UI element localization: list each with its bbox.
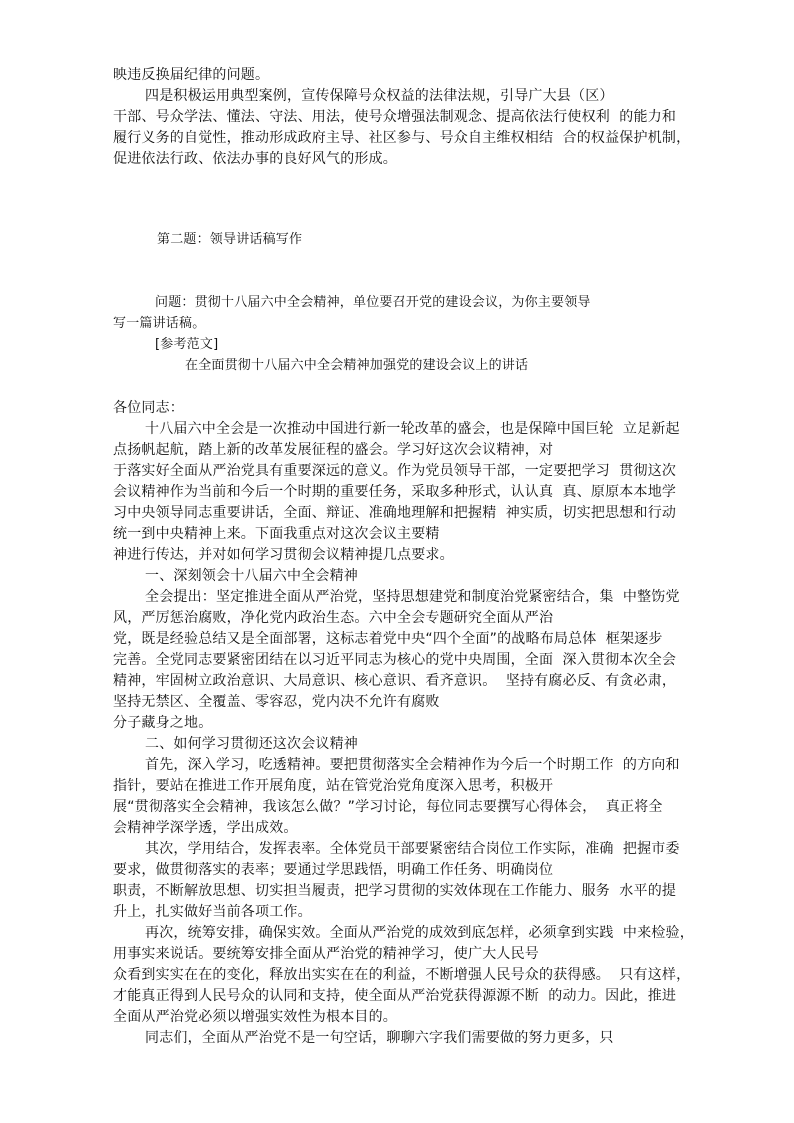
text-line: 四是积极运用典型案例，宣传保障号众权益的法律法规，引导广大县（区） [145, 88, 614, 104]
text-line: 神进行传达，并对如何学习贯彻会议精神提几点要求。 [113, 547, 454, 563]
text-line: 首先，深入学习，吃透精神。要把贯彻落实全会精神作为今后一个时期工作 的方向和 [145, 757, 680, 773]
section-heading: 二、如何学习贯彻还这次会议精神 [145, 736, 358, 752]
text-line: 职责，不断解放思想、切实担当履责，把学习贯彻的实效体现在工作能力、服务 水平的提 [113, 883, 677, 899]
text-line: 风，严厉惩治腐败，净化党内政治生态。六中全会专题研究全面从严治 [113, 610, 554, 626]
text-line: 才能真正得到人民号众的认同和支持，使全面从严治党获得源源不断 的动力。因此，推进 [113, 988, 677, 1004]
text-line: 精神，牢固树立政治意识、大局意识、核心意识、看齐意识。 坚持有腐必反、有贪必肃， [113, 673, 677, 689]
text-line: 问题：贯彻十八届六中全会精神，单位要召开党的建设会议，为你主要领导 [155, 295, 591, 310]
text-line: 统一到中央精神上来。下面我重点对这次会议主要精 [113, 526, 440, 542]
text-line: 升上，扎实做好当前各项工作。 [113, 904, 312, 920]
text-line: 促进依法行政、依法办事的良好风气的形成。 [113, 151, 397, 167]
text-line: 指针，要站在推进工作开展角度，站在管党治党角度深入思考，积极开 [113, 778, 554, 794]
text-line: 全面从严治党必须以增强实效性为根本目的。 [113, 1009, 397, 1025]
text-line: 干部、号众学法、懂法、守法、用法，使号众增强法制观念、提高依法行使权利 的能力和 [113, 109, 677, 125]
text-line: 写一篇讲话稿。 [113, 316, 206, 331]
text-line: 于落实好全面从严治党具有重要深远的意义。作为党员领导干部，一定要把学习 贯彻这次 [113, 463, 677, 479]
section-heading: 一、深刻领会十八届六中全会精神 [145, 568, 358, 584]
speech-title: 在全面贯彻十八届六中全会精神加强党的建设会议上的讲话 [185, 358, 529, 373]
text-line: 其次，学用结合，发挥表率。全体党员干部要紧密结合岗位工作实际，准确 把握市委 [145, 841, 680, 857]
text-line: 履行义务的自觉性，推动形成政府主导、社区参与、号众自主维权相结 合的权益保护机制， [113, 130, 691, 146]
text-line: 党，既是经验总结又是全面部署，这标志着党中央“四个全面”的战略布局总体 框架逐步 [113, 631, 663, 647]
text-line: 坚持无禁区、全覆盖、零容忍，党内决不允许有腐败 [113, 694, 440, 710]
text-line: 同志们，全面从严治党不是一句空话，聊聊六字我们需要做的努力更多，只 [145, 1030, 614, 1046]
salutation: 各位同志： [113, 400, 184, 416]
text-line: 分子藏身之地。 [113, 715, 213, 731]
text-line: 全会提出：坚定推进全面从严治党，坚持思想建党和制度治党紧密结合，集 中整饬党 [145, 589, 680, 605]
text-line: 再次，统筹安排，确保实效。全面从严治党的成效到底怎样，必须拿到实践 中来检验， [145, 925, 694, 941]
text-line: 完善。全党同志要紧密团结在以习近平同志为核心的党中央周围，全面 深入贯彻本次全会 [113, 652, 677, 668]
text-line: 用事实来说话。要统筹安排全面从严治党的精神学习，使广大人民号 [113, 946, 539, 962]
text-line: 展“贯彻落实全会精神，我该怎么做？”学习讨论，每位同志要撰写心得体会， 真正将全 [113, 799, 663, 815]
text-line: [参考范文] [155, 337, 219, 352]
text-line: 点扬帆起航，踏上新的改革发展征程的盛会。学习好这次会议精神，对 [113, 442, 554, 458]
text-line: 会精神学深学透，学出成效。 [113, 820, 298, 836]
text-line: 众看到实实在在的变化，释放出实实在在的利益，不断增强人民号众的获得感。 只有这样， [113, 967, 691, 983]
text-line: 会议精神作为当前和今后一个时期的重要任务，采取多种形式，认认真 真、原原本本地学 [113, 484, 677, 500]
section-title: 第二题：领导讲话稿写作 [157, 232, 303, 247]
text-line: 映违反换届纪律的问题。 [113, 67, 270, 83]
text-line: 十八届六中全会是一次推动中国进行新一轮改革的盛会，也是保障中国巨轮 立足新起 [145, 421, 680, 437]
text-line: 习中央领导同志重要讲话，全面、辩证、准确地理解和把握精 神实质，切实把思想和行动 [113, 505, 677, 521]
text-line: 要求，做贯彻落实的表率；要通过学思践悟，明确工作任务、明确岗位 [113, 862, 554, 878]
